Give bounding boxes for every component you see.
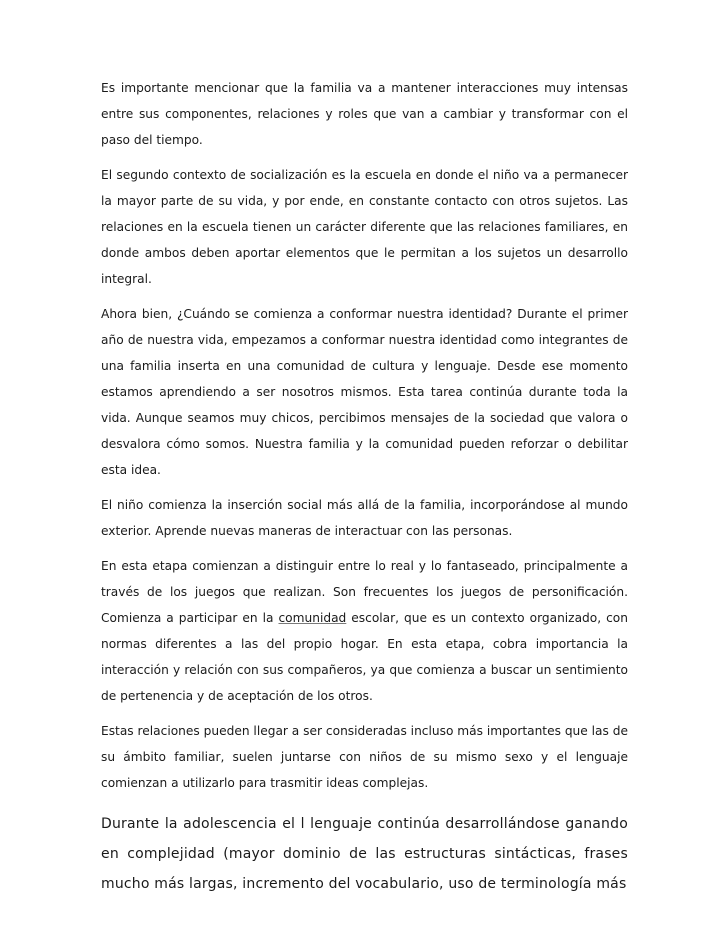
paragraph-5 <box>101 553 628 709</box>
paragraph-5-text-b: escolar, que es un contexto organizado, con normas diferentes a las del propio hogar. En esta etapa, cobra importancia la interacción y relación con sus compañeros, ya que comienza a buscar un sentimiento de pertenencia y de aceptación de los otros. <box>101 611 628 703</box>
paragraph-2: El segundo contexto de socialización es la escuela en donde el niño va a permanecer la mayor parte de su vida, y por ende, en constante contacto con otros sujetos. Las relaciones en la escuela tienen un carácter diferente que las relaciones familiares, en donde ambos deben aportar elementos que le permitan a los sujetos un desarrollo integral. <box>101 168 628 286</box>
document-page <box>101 75 628 899</box>
paragraph-1: Es importante mencionar que la familia va a mantener interacciones muy intensas entre sus componentes, relaciones y roles que van a cambiar y transformar con el paso del tiempo. <box>101 81 628 147</box>
comunidad-link[interactable]: comunidad <box>278 611 347 625</box>
paragraph-3: Ahora bien, ¿Cuándo se comienza a conformar nuestra identidad? Durante el primer año de nuestra vida, empezamos a conformar nuestra identidad como integrantes de una familia inserta en una comunidad de cultura y lenguaje. Desde ese momento estamos aprendiendo a ser nosotros mismos. Esta tarea continúa durante toda la vida. Aunque seamos muy chicos, percibimos mensajes de la sociedad que valora o desvalora cómo somos. Nuestra familia y la comunidad pueden reforzar o debilitar esta idea. <box>101 307 628 477</box>
paragraph-4: El niño comienza la inserción social más allá de la familia, incorporándose al mundo exterior. Aprende nuevas maneras de interactuar con las personas. <box>101 498 628 538</box>
paragraph-6: Estas relaciones pueden llegar a ser consideradas incluso más importantes que las de su ámbito familiar, suelen juntarse con niños de su mismo sexo y el lenguaje comienzan a utilizarlo para trasmitir ideas complejas. <box>101 724 628 790</box>
paragraph-5-text-a: En esta etapa comienzan a distinguir entre lo real y lo fantaseado, principalmente a través de los juegos que realizan. Son frecuentes los juegos de personificación. Comienza a participar en la <box>101 559 628 625</box>
paragraph-7: Durante la adolescencia el l lenguaje continúa desarrollándose ganando en complejidad (mayor dominio de las estructuras sintácticas, frases mucho más largas, incremento del vocabulario, uso de terminología más <box>101 816 628 892</box>
